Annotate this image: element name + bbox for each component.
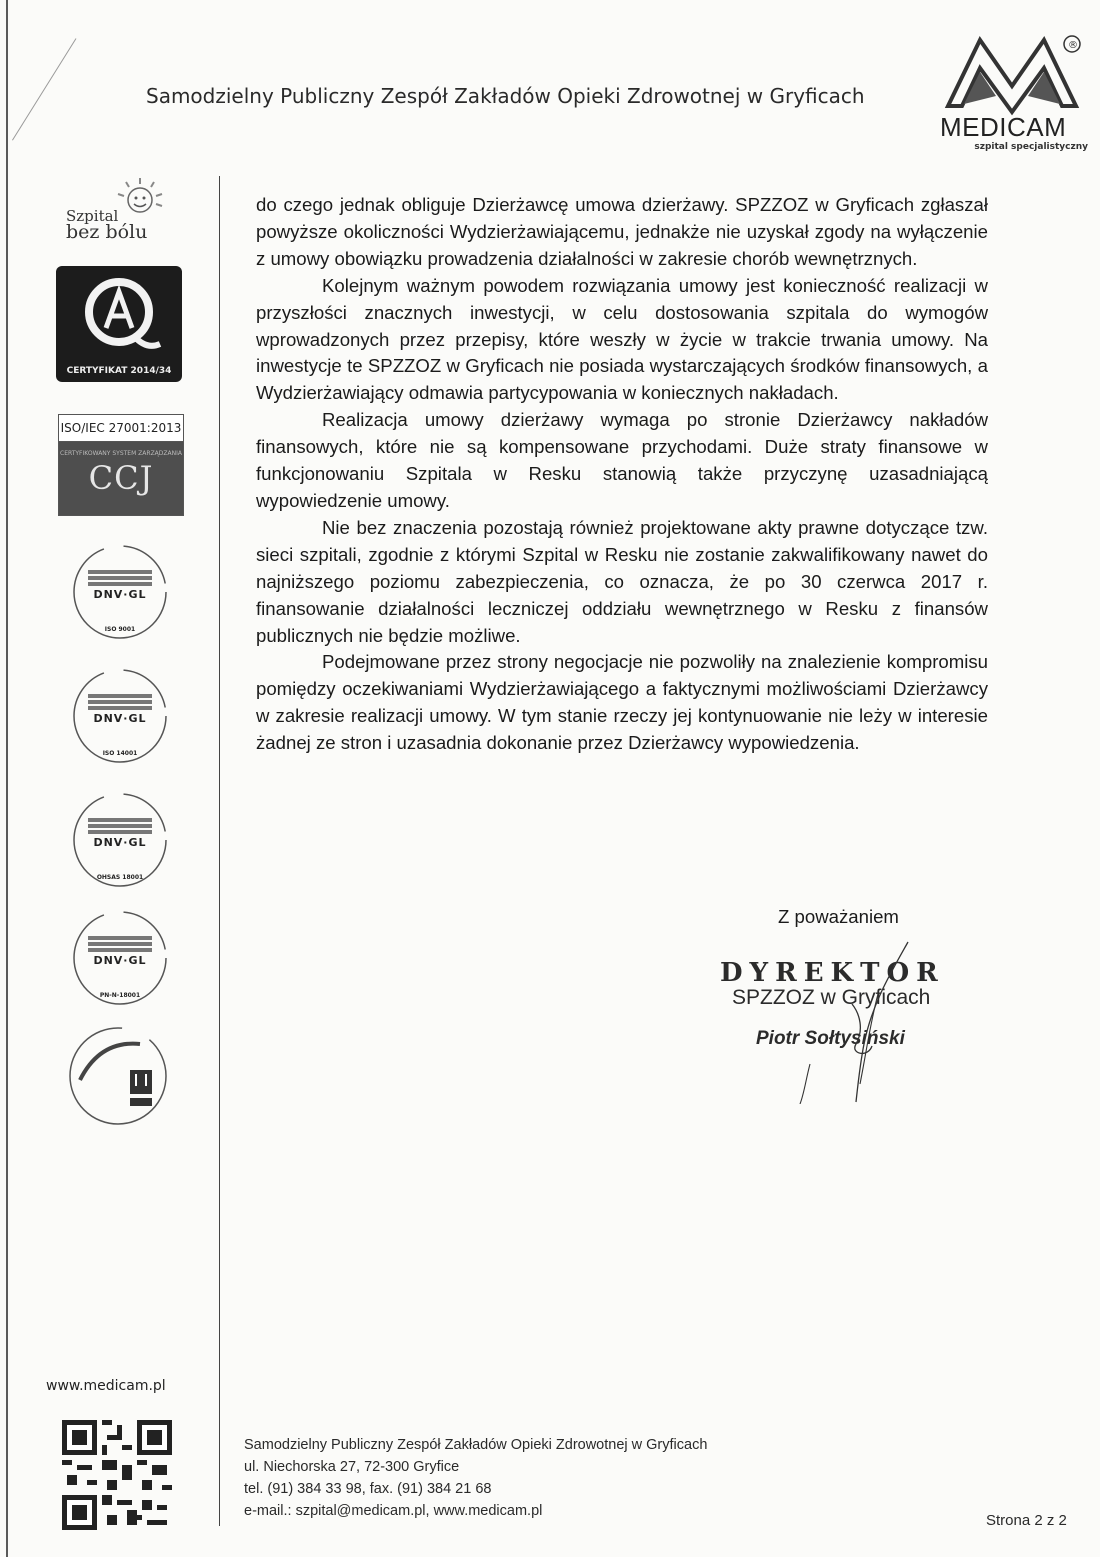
cert-a-label: CERTYFIKAT 2014/34	[66, 366, 172, 376]
dnv-standard: ISO 14001	[102, 750, 138, 757]
medicam-mountain-icon	[938, 28, 1088, 118]
food-safety-seal-icon	[60, 1020, 180, 1130]
registered-mark: ®	[1068, 40, 1078, 51]
medicam-logo	[938, 28, 1088, 158]
quality-a-icon	[56, 266, 182, 366]
iso-label: ISO/IEC 27001:2013	[59, 415, 183, 442]
szpital-bez-bolu-badge	[62, 176, 172, 250]
header-title: Samodzielny Publiczny Zespół Zakładów Opieki Zdrowotnej w Gryficach	[146, 84, 865, 108]
signature-block	[720, 904, 1000, 1104]
paragraph: Nie bez znaczenia pozostają również projektowane akty prawne dotyczące tzw. sieci szpitali, zgodnie z którymi Szpital w Resku nie zostanie zakwalifikowany nawet do najniższego poziomu zabezpieczenia, co oznacza, że po 30 czerwca 2017 r. finansowanie działalności leczniczej oddziału wewnętrznego w Resku z finansów publicznych nie będzie możliwe.	[256, 516, 988, 646]
dnv-badge-pn-n-18001	[62, 906, 178, 1010]
szpital-badge-line2: bez bólu	[66, 221, 148, 243]
brand-name: MEDICAM	[940, 112, 1067, 142]
sidebar-website: www.medicam.pl	[46, 1378, 166, 1394]
paragraph: Podejmowane przez strony negocjacje nie pozwoliły na znalezienie kompromisu pomiędzy oczekiwaniami Wydzierżawiającego a faktycznymi możliwościami Dzierżawcy w zakresie realizacji umowy. W tym stanie rzeczy jej kontynuowanie nie leży w interesie żadnej ze stron i uzasadnia dokonanie przez Dzierżawcy wypowiedzenia.	[256, 651, 988, 754]
footer-line: Samodzielny Publiczny Zespół Zakładów Opieki Zdrowotnej w Gryficach	[244, 1437, 708, 1453]
stamp-organization: SPZZOZ w Gryficach	[732, 986, 931, 1009]
dnv-badge-ohsas-18001	[62, 788, 178, 892]
szpital-badge-text	[66, 207, 148, 243]
szpital-badge-line1: Szpital	[66, 207, 119, 225]
paragraph: Realizacja umowy dzierżawy wymaga po stronie Dzierżawcy nakładów finansowych, które nie są kompensowane przychodami. Duże straty finansowe w funkcjonowaniu Szpitala w Resku stanowią także przyczynę uzasadniającą wypowiedzenie umowy.	[256, 409, 988, 511]
stamp-title: DYREKTOR	[720, 958, 945, 988]
footer-line: ul. Niechorska 27, 72-300 Gryfice	[244, 1459, 460, 1475]
dnv-badge-iso-14001	[62, 664, 178, 768]
sidebar-divider	[219, 176, 220, 1526]
footer-address	[244, 1434, 707, 1522]
dnv-label: DNV·GL	[93, 954, 147, 967]
iso-small-text: CERTYFIKOWANY SYSTEM ZARZĄDZANIA	[60, 450, 182, 457]
footer-line: e-mail.: szpital@medicam.pl, www.medicam.pl	[244, 1503, 543, 1519]
brand-subtitle: szpital specjalistyczny	[974, 142, 1088, 152]
page-number: Strona 2 z 2	[986, 1512, 1067, 1529]
paragraph: Kolejnym ważnym powodem rozwiązania umowy jest konieczność realizacji w przyszłości znacznych inwestycji, w celu dostosowania szpitala do wymogów wprowadzonych przez przepisy, które weszły w życie w trakcie trwania umowy. Na inwestycje te SPZZOZ w Gryficach nie posiada wystarczających środków finansowych, a Wydzierżawiający odmawia partycypowania w koniecznych nakładach.	[256, 274, 988, 404]
dnv-label: DNV·GL	[93, 588, 147, 601]
quality-certificate-badge	[56, 266, 182, 382]
dnv-standard: OHSAS 18001	[96, 874, 144, 881]
qr-code-icon	[62, 1420, 172, 1530]
dnv-label: DNV·GL	[93, 836, 147, 849]
dnv-standard: ISO 9001	[104, 626, 136, 633]
letter-body	[256, 192, 988, 757]
closing-regards: Z poważaniem	[778, 906, 899, 927]
paragraph: do czego jednak obliguje Dzierżawcę umowa dzierżawy. SPZZOZ w Gryficach zgłaszał powyższe okoliczności Wydzierżawiającemu, jednakże nie uzyskał zgody na wyłączenie z umowy obowiązku prowadzenia działalności w zakresie chorób wewnętrznych.	[256, 194, 988, 269]
scan-diagonal-line	[12, 38, 76, 140]
iso-mark-area	[59, 442, 183, 515]
dnv-badge-iso-9001	[62, 540, 178, 644]
stamp-name: Piotr Sołtysiński	[756, 1028, 905, 1049]
footer-line: tel. (91) 384 33 98, fax. (91) 384 21 68	[244, 1481, 492, 1497]
iso-27001-badge	[58, 414, 184, 516]
dnv-standard: PN-N-18001	[99, 992, 141, 999]
iso-mark: CCJ	[88, 459, 154, 497]
food-safety-certificate-badge	[60, 1020, 180, 1130]
scan-edge-line	[6, 0, 8, 1557]
dnv-label: DNV·GL	[93, 712, 147, 725]
handwritten-signature-icon	[760, 934, 920, 1104]
